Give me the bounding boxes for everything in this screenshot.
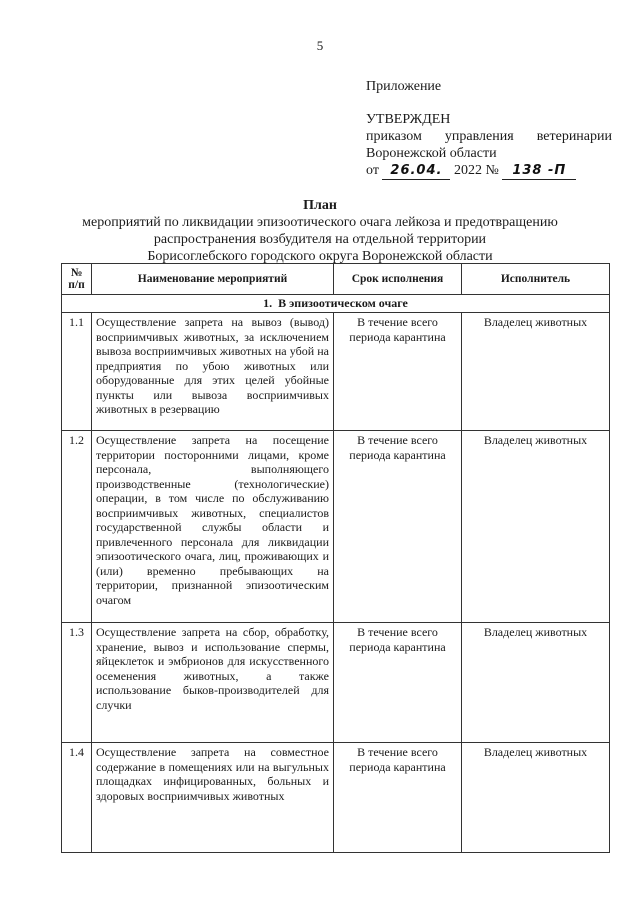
row-executor: Владелец животных (462, 313, 610, 431)
annex-label: Приложение (366, 79, 442, 94)
section-row (62, 295, 610, 313)
row-term: В течение всего периода карантина (334, 313, 462, 431)
row-name: Осуществление запрета на вывоз (вывод) восприимчивых животных, за исключением вывоза восприимчивых животных на убой на предприятия по убою животных или оборудованные для этих целей убойные пункты или вывоза восприимчивых животных в резервацию (92, 313, 334, 431)
row-num: 1.2 (62, 431, 92, 623)
title-line-1: мероприятий по ликвидации эпизоотического очага лейкоза и предотвращению (82, 215, 558, 230)
section-title: В эпизоотическом очаге (278, 296, 408, 310)
date-prefix: от (366, 163, 379, 178)
row-term: В течение всего периода карантина (334, 623, 462, 743)
row-num: 1.3 (62, 623, 92, 743)
title-line-3: Борисоглебского городского округа Воронежской области (147, 249, 493, 264)
handwritten-number: 138 -П (502, 162, 576, 180)
document-title: План (303, 198, 337, 213)
table-row (62, 623, 610, 743)
region-line: Воронежской области (366, 146, 497, 161)
header-executor: Исполнитель (462, 264, 610, 295)
row-num: 1.4 (62, 743, 92, 853)
order-date-row (366, 162, 612, 180)
measures-table (61, 263, 610, 853)
title-line-2: распространения возбудителя на отдельной территории (153, 232, 487, 247)
header-num: № п/п (62, 264, 92, 295)
order-line: приказом управления ветеринарии (366, 129, 612, 144)
table-header-row (62, 264, 610, 295)
table-row (62, 743, 610, 853)
row-name: Осуществление запрета на посещение территории посторонними лицами, кроме персонала, выполняющего производственные (технологические) операции, в том числе по обслуживанию восприимчивых животных, специалистов государственной службы области и привлеченного персонала для ликвидации эпизоотического очага, лиц, проживающих и (или) временно пребывающих на территории, признанной эпизоотическим очагом (92, 431, 334, 623)
title-block (0, 197, 640, 265)
row-executor: Владелец животных (462, 431, 610, 623)
row-term: В течение всего периода карантина (334, 743, 462, 853)
page-number: 5 (316, 38, 324, 53)
table-row (62, 313, 610, 431)
row-executor: Владелец животных (462, 743, 610, 853)
row-num: 1.1 (62, 313, 92, 431)
section-number: 1. (263, 296, 273, 310)
approved-label: УТВЕРЖДЕН (366, 112, 451, 127)
table-row (62, 431, 610, 623)
row-executor: Владелец животных (462, 623, 610, 743)
section-cell (62, 295, 610, 313)
row-name: Осуществление запрета на сбор, обработку, хранение, вывоз и использование спермы, яйцеклеток и эмбрионов для искусственного осеменения животных, а также использование быков-производителей для случки (92, 623, 334, 743)
year-text: 2022 № (453, 163, 499, 178)
row-name: Осуществление запрета на совместное содержание в помещениях или на выгульных площадках инфицированных, больных и здоровых восприимчивых животных (92, 743, 334, 853)
approval-block (366, 78, 612, 180)
row-term: В течение всего периода карантина (334, 431, 462, 623)
handwritten-date: 26.04. (382, 162, 450, 180)
header-term: Срок исполнения (334, 264, 462, 295)
header-name: Наименование мероприятий (92, 264, 334, 295)
